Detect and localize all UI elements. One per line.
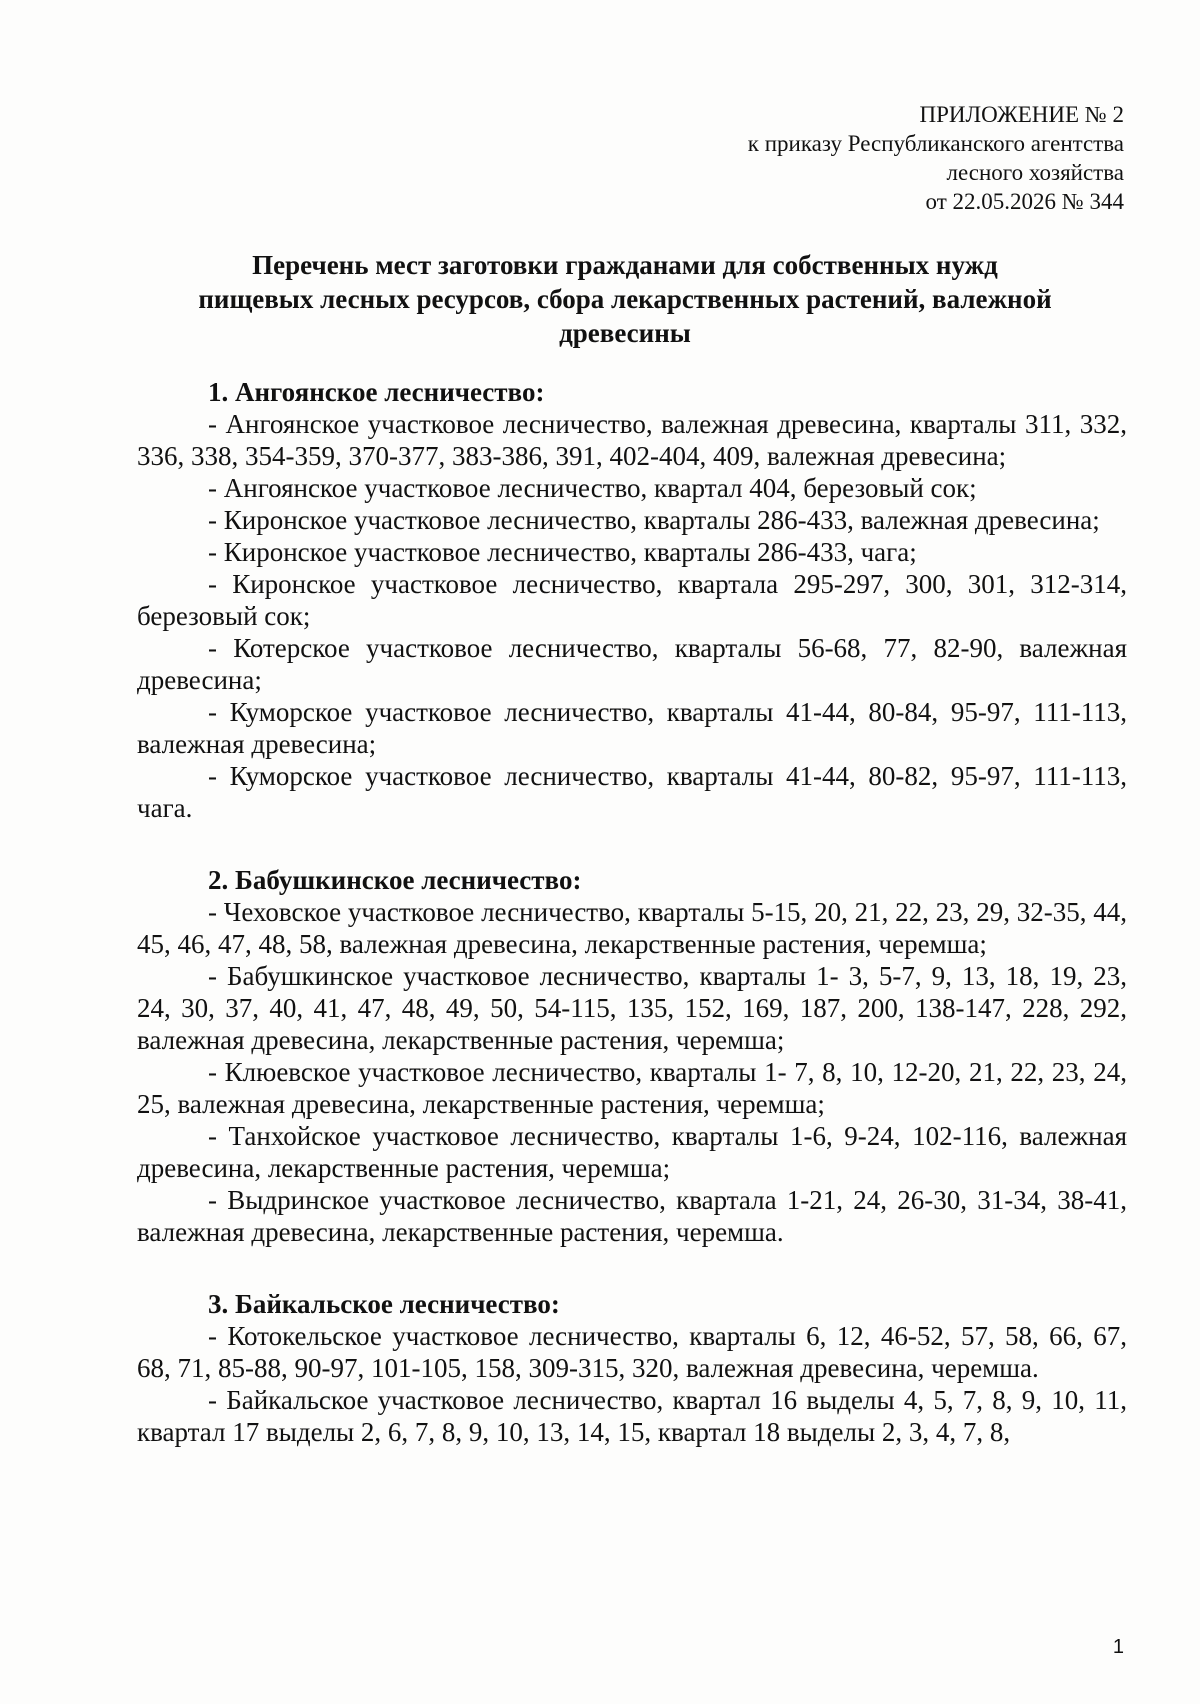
document-body [137,376,1127,1488]
list-item: - Киронское участковое лесничество, кварталы 286-433, валежная древесина; [208,505,1100,535]
list-item: - Байкальское участковое лесничество, квартал 16 выделы 4, 5, 7, 8, 9, 10, 11, квартал 17 выделы 2, 6, 7, 8, 9, 10, 13, 14, 15, квартал 18 выделы 2, 3, 4, 7, 8, [137,1385,1127,1447]
list-item: - Клюевское участковое лесничество, кварталы 1- 7, 8, 10, 12-20, 21, 22, 23, 24, 25, валежная древесина, лекарственные растения, черемша; [137,1057,1127,1119]
section-heading: 3. Байкальское лесничество: [208,1289,560,1319]
list-item: - Киронское участковое лесничество, квартала 295-297, 300, 301, 312-314, березовый сок; [137,569,1127,631]
list-item: - Ангоянское участковое лесничество, валежная древесина, кварталы 311, 332, 336, 338, 354-359, 370-377, 383-386, 391, 402-404, 409, валежная древесина; [137,409,1127,471]
list-item: - Ангоянское участковое лесничество, квартал 404, березовый сок; [208,473,977,503]
list-item: - Котерское участковое лесничество, кварталы 56-68, 77, 82-90, валежная древесина; [137,633,1127,695]
section-baikalskoe [137,1288,1127,1448]
title-line: древесины [559,318,691,348]
appendix-agency: лесного хозяйства [946,160,1124,185]
title-line: Перечень мест заготовки гражданами для собственных нужд [252,250,998,280]
list-item: - Бабушкинское участковое лесничество, кварталы 1- 3, 5-7, 9, 13, 18, 19, 23, 24, 30, 37, 40, 41, 47, 48, 49, 50, 54-115, 135, 152, 169, 187, 200, 138-147, 228, 292, валежная древесина, лекарственные растения, черемша; [137,961,1127,1055]
appendix-order-ref: к приказу Республиканского агентства [747,131,1124,156]
document-title [120,248,1130,350]
page-number: 1 [1112,1636,1124,1658]
appendix-header [564,100,1124,216]
section-heading: 2. Бабушкинское лесничество: [208,865,582,895]
list-item: - Выдринское участковое лесничество, квартала 1-21, 24, 26-30, 31-34, 38-41, валежная древесина, лекарственные растения, черемша. [137,1185,1127,1247]
list-item: - Чеховское участковое лесничество, кварталы 5-15, 20, 21, 22, 23, 29, 32-35, 44, 45, 46, 47, 48, 58, валежная древесина, лекарственные растения, черемша; [137,897,1127,959]
appendix-date: от 22.05.2026 № 344 [925,189,1124,214]
list-item: - Куморское участковое лесничество, кварталы 41-44, 80-84, 95-97, 111-113, валежная древесина; [137,697,1127,759]
list-item: - Куморское участковое лесничество, кварталы 41-44, 80-82, 95-97, 111-113, чага. [137,761,1127,823]
title-line: пищевых лесных ресурсов, сбора лекарственных растений, валежной [198,284,1052,314]
section-angoyanskoe [137,376,1127,824]
list-item: - Танхойское участковое лесничество, кварталы 1-6, 9-24, 102-116, валежная древесина, лекарственные растения, черемша; [137,1121,1127,1183]
section-babushkinskoe [137,864,1127,1248]
list-item: - Котокельское участковое лесничество, кварталы 6, 12, 46-52, 57, 58, 66, 67, 68, 71, 85-88, 90-97, 101-105, 158, 309-315, 320, валежная древесина, черемша. [137,1321,1127,1383]
list-item: - Киронское участковое лесничество, кварталы 286-433, чага; [208,537,917,567]
appendix-number: ПРИЛОЖЕНИЕ № 2 [919,102,1124,127]
section-heading: 1. Ангоянское лесничество: [208,377,545,407]
